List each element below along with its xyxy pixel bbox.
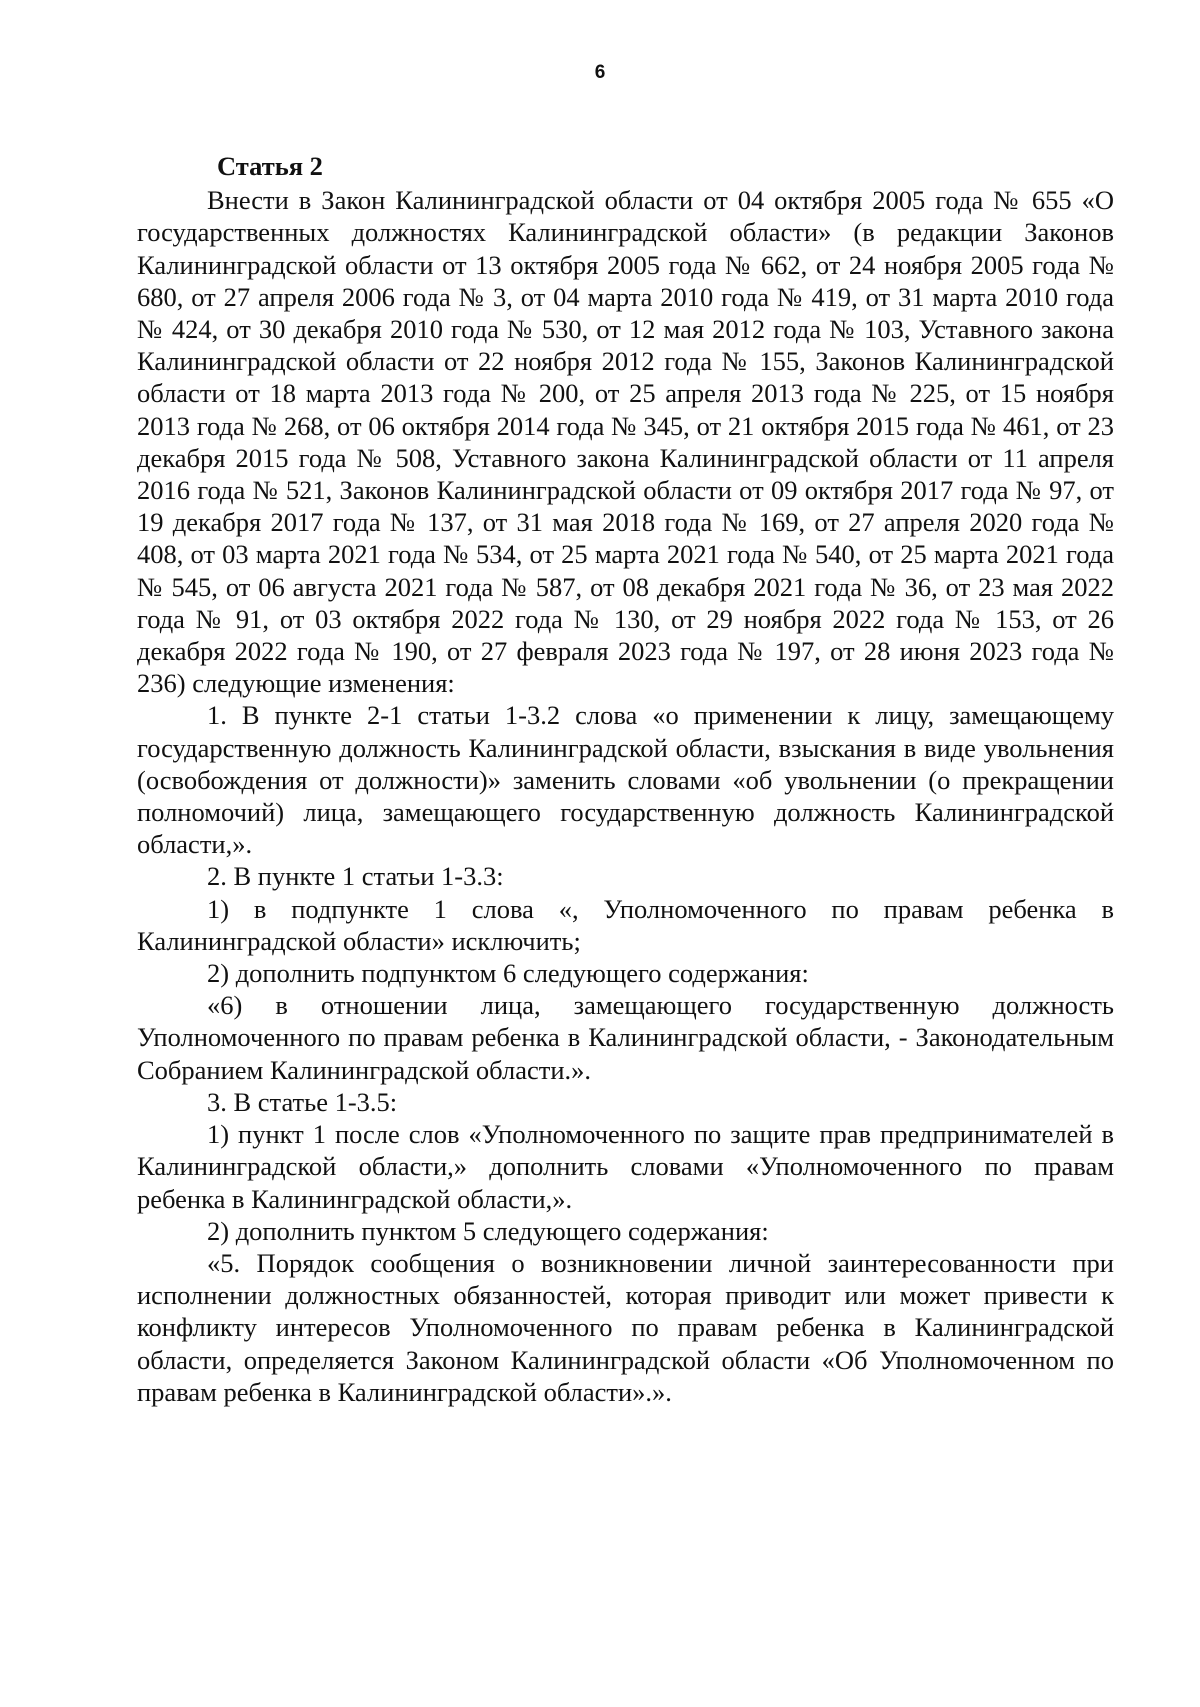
item-3-subitem-2: 2) дополнить пунктом 5 следующего содержания: <box>207 1215 769 1246</box>
item-2-subitem-2: 2) дополнить подпунктом 6 следующего содержания: <box>207 958 809 989</box>
intro-paragraph: Внести в Закон Калининградской области от 04 октября 2005 года № 655 «О государственных должностях Калининградской области» (в редакции Законов Калининградской области от 13 октября 2005 года № 662, от 24 ноября 2005 года № 680, от 27 апреля 2006 года № 3, от 04 марта 2010 года № 419, от 31 марта 2010 года № 424, от 30 декабря 2010 года № 530, от 12 мая 2012 года № 103, Уставного закона Калининградской области от 22 ноября 2012 года № 155, Законов Калининградской области от 18 марта 2013 года № 200, от 25 апреля 2013 года № 225, от 15 ноября 2013 года № 268, от 06 октября 2014 года № 345, от 21 октября 2015 года № 461, от 23 декабря 2015 года № 508, Уставного закона Калининградской области от 11 апреля 2016 года № 521, Законов Калининградской области от 09 октября 2017 года № 97, от 19 декабря 2017 года № 137, от 31 мая 2018 года № 169, от 27 апреля 2020 года № 408, от 03 марта 2021 года № 534, от 25 марта 2021 года № 540, от 25 марта 2021 года № 545, от 06 августа 2021 года № 587, от 08 декабря 2021 года № 36, от 23 мая 2022 года № 91, от 03 октября 2022 года № 130, от 29 ноября 2022 года № 153, от 26 декабря 2022 года № 190, от 27 февраля 2023 года № 197, от 28 июня 2023 года № 236) следующие изменения: <box>137 185 1114 699</box>
page-number: 6 <box>594 62 606 83</box>
item-3-subitem-2-text: «5. Порядок сообщения о возникновении личной заинтересованности при исполнении должностных обязанностей, которая приводит или может привести к конфликту интересов Уполномоченного по правам ребенка в Калининградской области, определяется Законом Калининградской области «Об Уполномоченном по правам ребенка в Калининградской области».». <box>137 1247 1114 1407</box>
document-body <box>137 150 1114 1408</box>
item-2-subitem-1: 1) в подпункте 1 слова «, Уполномоченного по правам ребенка в Калининградской области» исключить; <box>137 893 1114 956</box>
item-3-subitem-1: 1) пункт 1 после слов «Уполномоченного по защите прав предпринимателей в Калининградской области,» дополнить словами «Уполномоченного по правам ребенка в Калининградской области,». <box>137 1119 1114 1214</box>
item-1-paragraph: 1. В пункте 2-1 статьи 1-3.2 слова «о применении к лицу, замещающему государственную должность Калининградской области, взыскания в виде увольнения (освобождения от должности)» заменить словами «об увольнении (о прекращении полномочий) лица, замещающего государственную должность Калининградской области,». <box>137 700 1114 860</box>
article-title: Статья 2 <box>217 151 323 181</box>
item-3-heading: 3. В статье 1-3.5: <box>207 1086 398 1117</box>
item-2-subitem-2-text: «6) в отношении лица, замещающего государственную должность Уполномоченного по правам ребенка в Калининградской области, - Законодательным Собранием Калининградской области.». <box>137 990 1114 1085</box>
item-2-heading: 2. В пункте 1 статьи 1-3.3: <box>207 861 504 892</box>
